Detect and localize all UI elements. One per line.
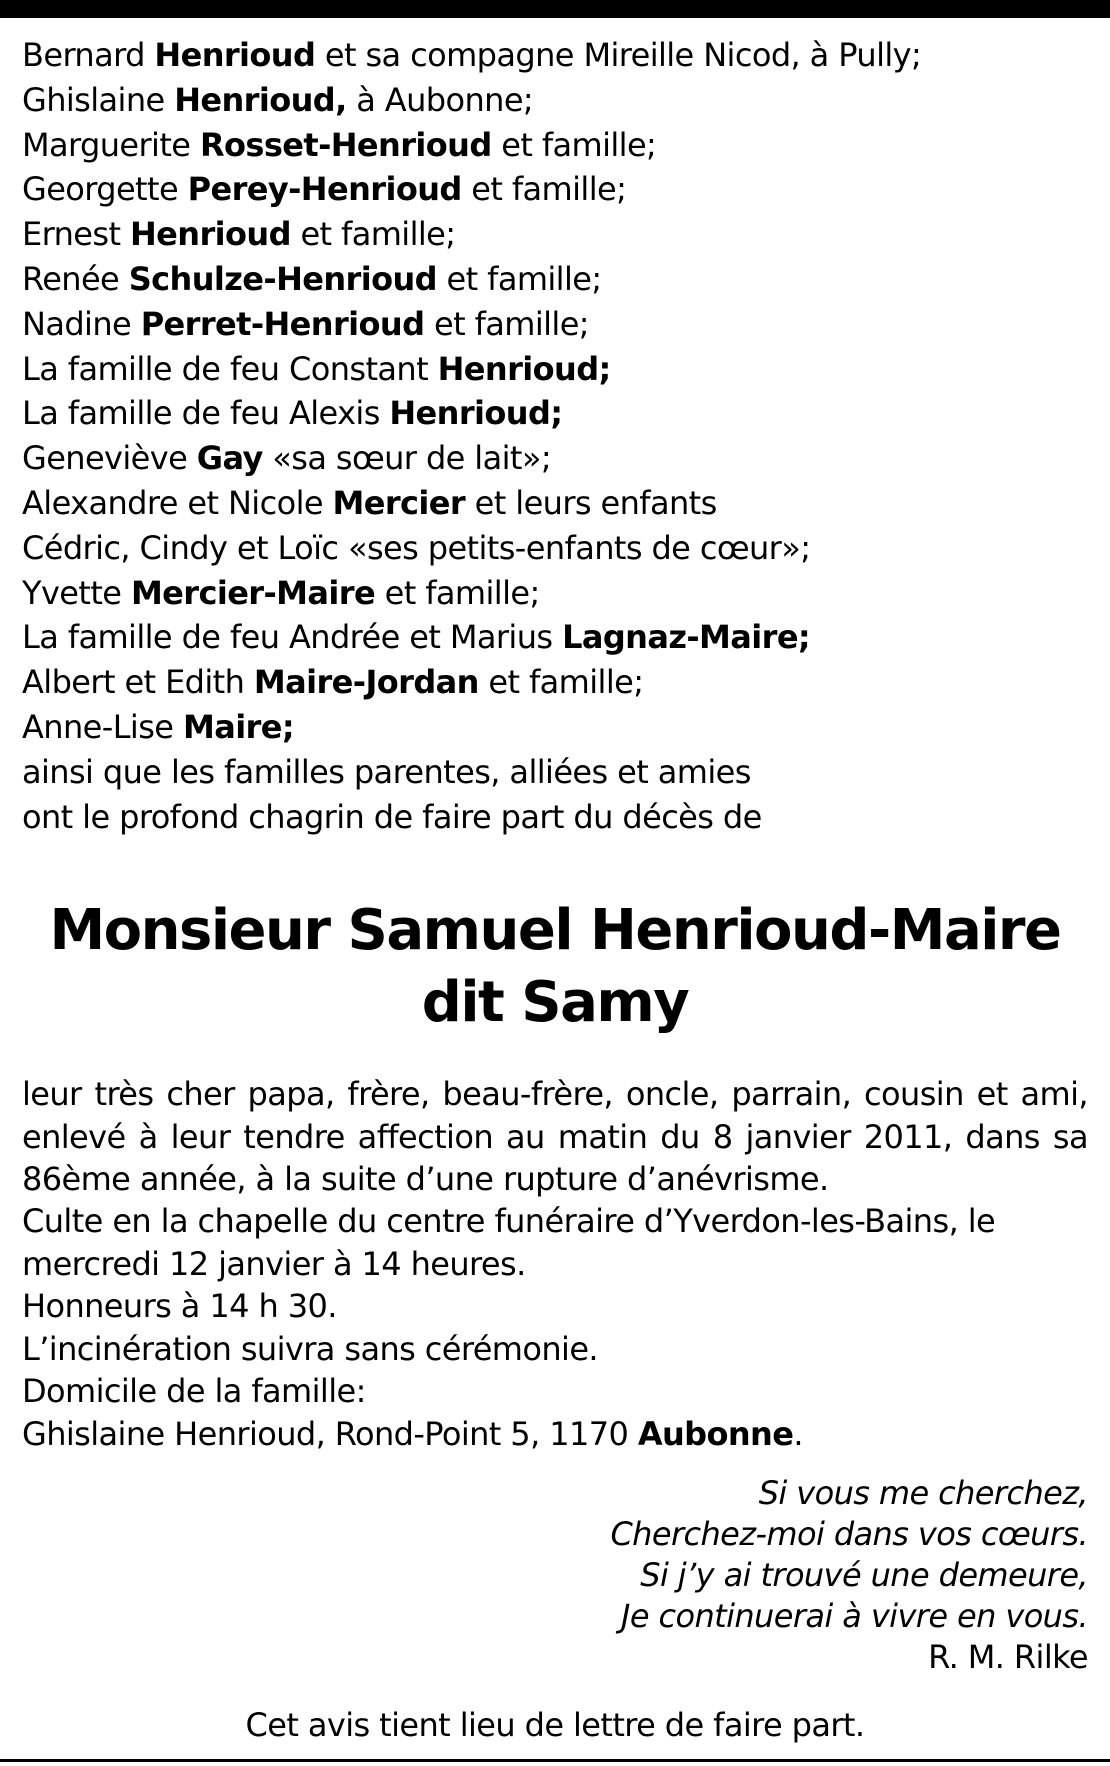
family-line-text: et sa compagne Mireille Nicod, à Pully; [315,36,922,74]
poem-line: Si vous me cherchez, [758,1474,1088,1512]
family-line-text: Cédric, Cindy et Loïc «ses petits-enfants de cœur»; [22,528,811,567]
family-line-surname: Lagnaz-Maire; [562,618,811,657]
poem-quote [388,1473,1088,1637]
ceremony-details [22,1200,1088,1455]
family-line-text: Geneviève [22,439,197,478]
announcement-text: leur très cher papa, frère, beau-frère, oncle, parrain, cousin et ami, enlevé à leur tendre affection au matin du 8 janvier 2011, dans sa 86ème année, à la suite d’une rupture d’anévrisme. [22,1075,1088,1198]
family-line [22,391,1082,436]
family-line-text: Ghislaine [22,80,175,119]
family-line-text: Ernest [22,215,130,254]
family-line-surname: Henrioud; [437,349,611,388]
family-line-surname: Gay [196,439,263,478]
poem-author: R. M. Rilke [928,1638,1088,1676]
poem-line: Cherchez-moi dans vos cœurs. [610,1515,1088,1553]
family-line-text: La famille de feu Alexis [22,394,390,433]
family-line-text: Albert et Edith [22,663,254,702]
family-address [22,1413,1088,1456]
cremation-text: L’incinération suivra sans cérémonie. [22,1329,598,1368]
family-line-text: et famille; [424,304,589,343]
family-line-text: Alexandre et Nicole [22,483,333,522]
domicile-label: Domicile de la famille: [22,1372,366,1410]
family-line-surname: Perey-Henrioud [187,170,462,209]
poem-line: Si j’y ai trouvé une demeure, [640,1556,1088,1594]
family-line-text: Georgette [22,170,188,209]
family-line [22,167,1082,212]
deceased-nickname: dit Samy [421,970,689,1035]
family-line-text: La famille de feu Andrée et Marius [22,618,563,657]
family-line-text: et famille; [478,663,644,702]
family-line-text: «sa sœur de lait»; [262,439,552,478]
family-line-surname: Mercier [332,483,466,522]
family-line [22,571,1082,616]
family-line [22,615,1082,660]
family-line-surname: Henrioud; [389,394,563,433]
service-text: Culte en la chapelle du centre funéraire d’Yverdon-les-Bains, le mercredi 12 janvier à 14 heures. [22,1202,996,1283]
family-line-text: Anne-Lise [22,707,183,746]
family-line-surname: Henrioud, [174,80,347,119]
family-line-text: et famille; [491,125,657,164]
family-line [22,705,1082,750]
family-line-text: ainsi que les familles parentes, alliées et amies [22,752,751,791]
address-text: Ghislaine Henrioud, Rond-Point 5, 1170 [22,1414,638,1453]
family-line-surname: Henrioud [129,215,291,254]
family-line [22,212,1082,257]
family-line-surname: Perret-Henrioud [140,304,425,343]
family-line-text: Renée [22,259,129,298]
family-line [22,526,1082,571]
family-line-surname: Maire-Jordan [253,663,479,702]
family-line [22,795,1082,840]
family-line [22,481,1082,526]
family-line-text: Bernard [22,36,155,74]
family-line-text: et leurs enfants [465,483,717,522]
address-city: Aubonne [637,1414,794,1453]
top-rule [0,0,1110,18]
family-line-text: et famille; [375,573,540,612]
footer-note: Cet avis tient lieu de lettre de faire part. [245,1706,865,1744]
family-line [22,123,1082,168]
family-line [22,660,1082,705]
family-line-text: et famille; [436,259,602,298]
family-line-text: Yvette [22,573,131,612]
family-line [22,302,1082,347]
family-line-text: Marguerite [22,125,200,164]
family-line-text: et famille; [290,215,456,254]
family-line-text: et famille; [461,170,627,209]
family-line [22,347,1082,392]
family-list [22,33,1082,839]
family-line-text: à Aubonne; [346,80,534,119]
family-line [22,436,1082,481]
family-line [22,257,1082,302]
bottom-rule [0,1759,1110,1762]
family-line-surname: Henrioud [154,36,316,74]
deceased-name: Monsieur Samuel Henrioud-Maire [49,898,1061,963]
family-line-surname: Schulze-Henrioud [128,259,437,298]
family-line-text: La famille de feu Constant [22,349,438,388]
family-line-surname: Maire; [182,707,295,746]
family-line [22,78,1082,123]
poem-line: Je continuerai à vivre en vous. [620,1597,1088,1635]
address-suffix: . [793,1414,803,1453]
honors-text: Honneurs à 14 h 30. [22,1287,337,1325]
family-line-surname: Rosset-Henrioud [199,125,492,164]
family-line-surname: Mercier-Maire [130,573,376,612]
family-line [22,750,1082,795]
family-line-text: ont le profond chagrin de faire part du décès de [22,797,762,836]
deceased-name-block [0,895,1110,1039]
family-line [22,33,1082,78]
family-line-text: Nadine [22,304,141,343]
